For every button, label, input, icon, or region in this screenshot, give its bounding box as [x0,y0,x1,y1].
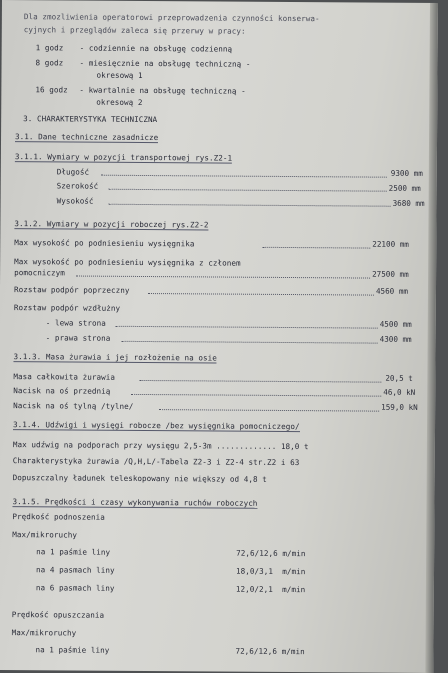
spread-left-value: 4500 mm [379,319,412,329]
speed-row-value: 72,6/12,6 m/min [236,548,306,559]
dot-leader [116,325,378,329]
section-3-1-3-heading: 3.1.3. Masa żurawia i jej rozłożenie na osie [13,352,217,363]
speed-row-label: na 1 paśmie liny [35,645,110,655]
lower-speed-sub: Max/mikroruchy [11,628,77,638]
mass-row-label: Masa całkowita żurawia [13,372,116,382]
intro-item-text: - miesięcznie na obsługę techniczną - [79,58,251,69]
intro-item-time: 1 godz [35,43,64,53]
crane-characteristic-line: Charakterystyka żurawia /Q,H,L/-Tabela Z2-3 i Z2-4 str.Z2 i 63 [12,456,300,468]
lift-speed-sub: Max/mikroruchy [12,530,78,540]
mass-row-value: 46,0 kN [383,387,416,397]
section-3-1-heading: 3.1. Dane techniczne zasadnicze [15,132,159,143]
spread-right-label: - prawa strona [45,333,111,343]
telescopic-load-line: Dopuszczalny ładunek teleskopowany nie większy od 4,8 t [12,473,267,484]
section-3-1-5-heading: 3.1.5. Prędkości i czasy wykonywania ruchów roboczych [12,497,258,508]
lower-speed-title: Prędkość opuszczania [11,610,105,620]
dim-row-label: Szerokość [56,181,99,191]
dot-leader [76,275,370,279]
intro-item-time: 8 godz [35,58,64,68]
intro-item-text: - kwartalnie na obsługę techniczną - [79,85,246,96]
dot-leader [131,393,381,397]
speed-row-label: na 6 pasmach liny [35,583,115,593]
dot-leader [109,203,391,207]
max-height-ext-label: Max wysokość po podniesieniu wysięgnika z członem [14,257,241,268]
max-height-label: Max wysokość po podniesieniu wysięgnika [14,238,195,249]
dim-row-value: 2500 mm [388,183,421,193]
dot-leader [148,292,374,296]
dim-row-value: 3680 mm [392,198,425,208]
intro-item-cont: okresową 2 [96,97,143,107]
intro-item-time: 16 godz [35,85,68,95]
max-height-value: 22100 mm [372,239,409,249]
mass-row-value: 20,5 t [385,373,413,383]
mass-row-label: Nacisk na oś przednią [13,386,111,396]
spread-right-value: 4300 mm [379,334,412,344]
speed-row-value: 72,6/12,6 m/min [235,646,305,657]
speed-row-value: 12,0/2,1 m/min [235,584,306,595]
intro-item-text: - codziennie na obsługę codzienną [79,43,233,54]
dot-leader [159,408,379,412]
mass-row-label: Nacisk na oś tylną /tylne/ [13,401,134,411]
intro-line-1: Dla zmozliwienia operatorowi przeprowadzenia czynności konserwa- [23,12,320,24]
spread-cross-value: 4560 mm [375,286,409,296]
spread-long-label: Rozstaw podpór wzdłużny [13,303,121,313]
max-height-ext-value: 27500 mm [372,269,409,279]
dot-leader [101,174,387,178]
dim-row-label: Wysokość [56,196,94,206]
dot-leader [139,379,381,383]
page-edge-shadow [425,3,438,673]
dot-leader [262,246,370,249]
section-3-1-2-heading: 3.1.2. Wymiary w pozycji roboczej rys.Z2-2 [14,219,209,230]
max-lift-line: Max udźwig na podporach przy wysięgu 2,5-3m ............. 18,0 t [12,440,309,452]
intro-line-2: cyjnych i przeglądów zaleca się przerwy w pracy: [23,25,246,36]
section-3-1-1-heading: 3.1.1. Wymiary w pozycji transportowej rys.Z2-1 [14,152,233,163]
dim-row-value: 9300 mm [390,168,423,178]
dim-row-label: Długość [56,167,90,177]
section-3-1-4-heading: 3.1.4. Udźwigi i wysięgi robocze /bez wysięgnika pomocniczego/ [13,420,300,432]
speed-row-value: 18,0/3,1 m/min [235,566,306,577]
lift-speed-title: Prędkość podnoszenia [12,512,105,522]
speed-row-label: na 1 paśmie liny [36,547,111,557]
dot-leader [122,340,378,344]
mass-row-value: 159,0 kN [381,402,418,412]
spread-left-label: - lewa strona [45,318,106,328]
section-3-heading: 3. CHARAKTERYSTYKA TECHNICZNA [23,114,158,125]
spread-cross-label: Rozstaw podpór poprzeczny [13,285,130,295]
intro-item-cont: okresową 1 [96,70,143,80]
speed-row-label: na 4 pasmach liny [35,565,115,575]
max-height-ext-label-cont: pomocniczym [14,268,65,278]
dot-leader [109,188,387,192]
